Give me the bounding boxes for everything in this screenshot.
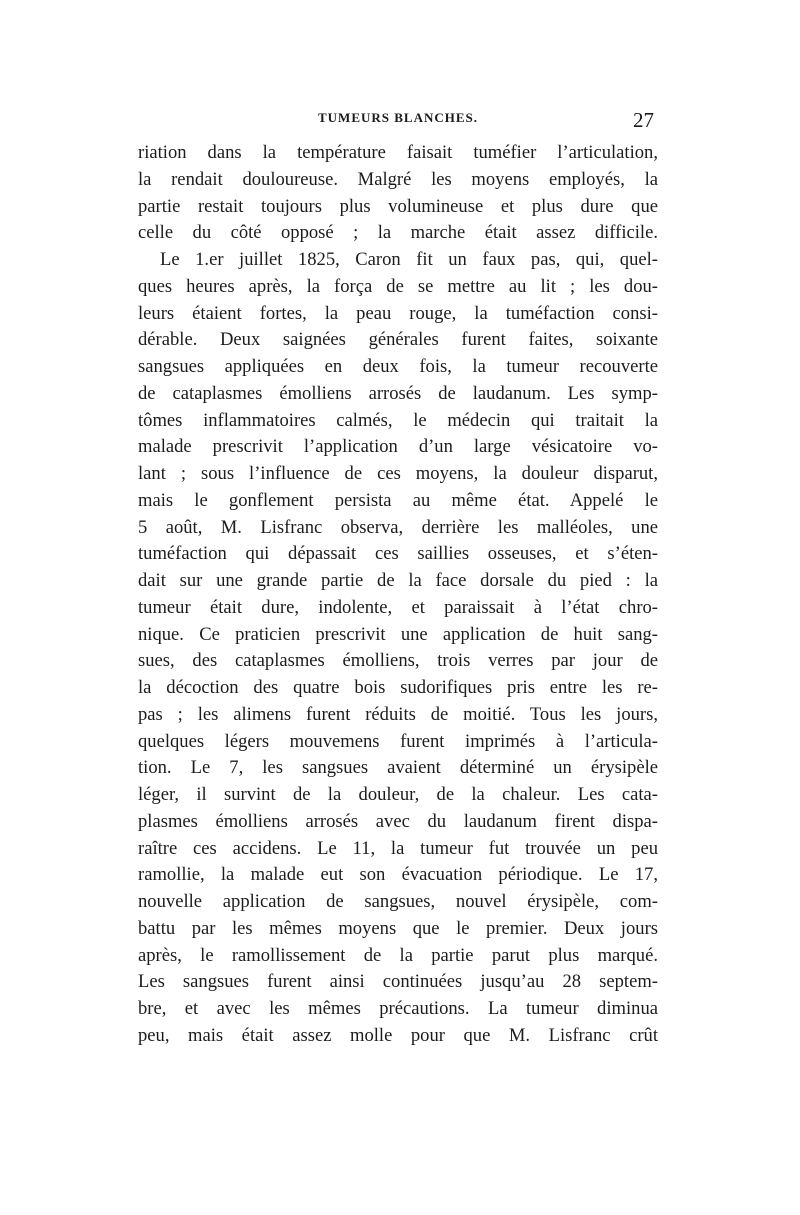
text-line: quelques légers mouvemens furent imprimés à l’articula- bbox=[138, 730, 658, 752]
text-line: la rendait douloureuse. Malgré les moyens employés, la bbox=[138, 168, 658, 190]
text-line: dait sur une grande partie de la face dorsale du pied : la bbox=[138, 570, 658, 591]
text-line: plasmes émolliens arrosés avec du laudanum firent dispa- bbox=[138, 810, 658, 832]
text-line: après, le ramollissement de la partie parut plus marqué. bbox=[138, 944, 658, 966]
text-line: peu, mais était assez molle pour que M. Lisfranc crût bbox=[138, 1024, 658, 1046]
text-line: tumeur était dure, indolente, et paraissait à l’état chro- bbox=[138, 596, 658, 618]
text-line: ramollie, la malade eut son évacuation périodique. Le 17, bbox=[138, 864, 658, 886]
text-line: malade prescrivit l’application d’un large vésicatoire vo- bbox=[138, 436, 658, 458]
text-line: tuméfaction qui dépassait ces saillies osseuses, et s’éten- bbox=[138, 543, 658, 565]
text-line: celle du côté opposé ; la marche était assez difficile. bbox=[138, 222, 658, 244]
running-title: TUMEURS BLANCHES. bbox=[317, 110, 479, 125]
text-line: sangsues appliquées en deux fois, la tumeur recouverte bbox=[138, 356, 658, 377]
text-line: pas ; les alimens furent réduits de moitié. Tous les jours, bbox=[138, 703, 658, 725]
text-line: tômes inflammatoires calmés, le médecin qui traitait la bbox=[138, 409, 658, 431]
text-line: bre, et avec les mêmes précautions. La tumeur diminua bbox=[138, 998, 658, 1019]
text-line: la décoction des quatre bois sudorifiques pris entre les re- bbox=[138, 677, 658, 698]
text-line: sues, des cataplasmes émolliens, trois verres par jour de bbox=[138, 650, 658, 672]
text-line: dérable. Deux saignées générales furent faites, soixante bbox=[138, 329, 658, 351]
text-line: battu par les mêmes moyens que le premier. Deux jours bbox=[138, 917, 658, 939]
text-line: ques heures après, la força de se mettre au lit ; les dou- bbox=[138, 275, 658, 297]
text-line: mais le gonflement persista au même état. Appelé le bbox=[138, 489, 658, 511]
page-header bbox=[138, 110, 658, 130]
text-line: riation dans la température faisait tuméfier l’articulation, bbox=[138, 142, 658, 163]
text-line: Les sangsues furent ainsi continuées jusqu’au 28 septem- bbox=[138, 971, 658, 993]
text-line: leurs étaient fortes, la peau rouge, la tuméfaction consi- bbox=[138, 302, 658, 324]
text-line: Le 1.er juillet 1825, Caron fit un faux pas, qui, quel- bbox=[160, 249, 658, 270]
text-line: nouvelle application de sangsues, nouvel érysipèle, com- bbox=[138, 891, 658, 912]
text-line: nique. Ce praticien prescrivit une application de huit sang- bbox=[138, 623, 658, 645]
text-line: lant ; sous l’influence de ces moyens, la douleur disparut, bbox=[138, 463, 658, 484]
text-line: de cataplasmes émolliens arrosés de laudanum. Les symp- bbox=[138, 382, 658, 404]
text-line: partie restait toujours plus volumineuse et plus dure que bbox=[138, 195, 658, 217]
text-line: 5 août, M. Lisfranc observa, derrière les malléoles, une bbox=[138, 516, 658, 538]
text-line: raître ces accidens. Le 11, la tumeur fut trouvée un peu bbox=[138, 837, 658, 859]
text-line: léger, il survint de la douleur, de la chaleur. Les cata- bbox=[138, 784, 658, 805]
body-text bbox=[138, 140, 658, 1050]
text-line: tion. Le 7, les sangsues avaient déterminé un érysipèle bbox=[138, 757, 658, 779]
page-number: 27 bbox=[633, 108, 654, 132]
